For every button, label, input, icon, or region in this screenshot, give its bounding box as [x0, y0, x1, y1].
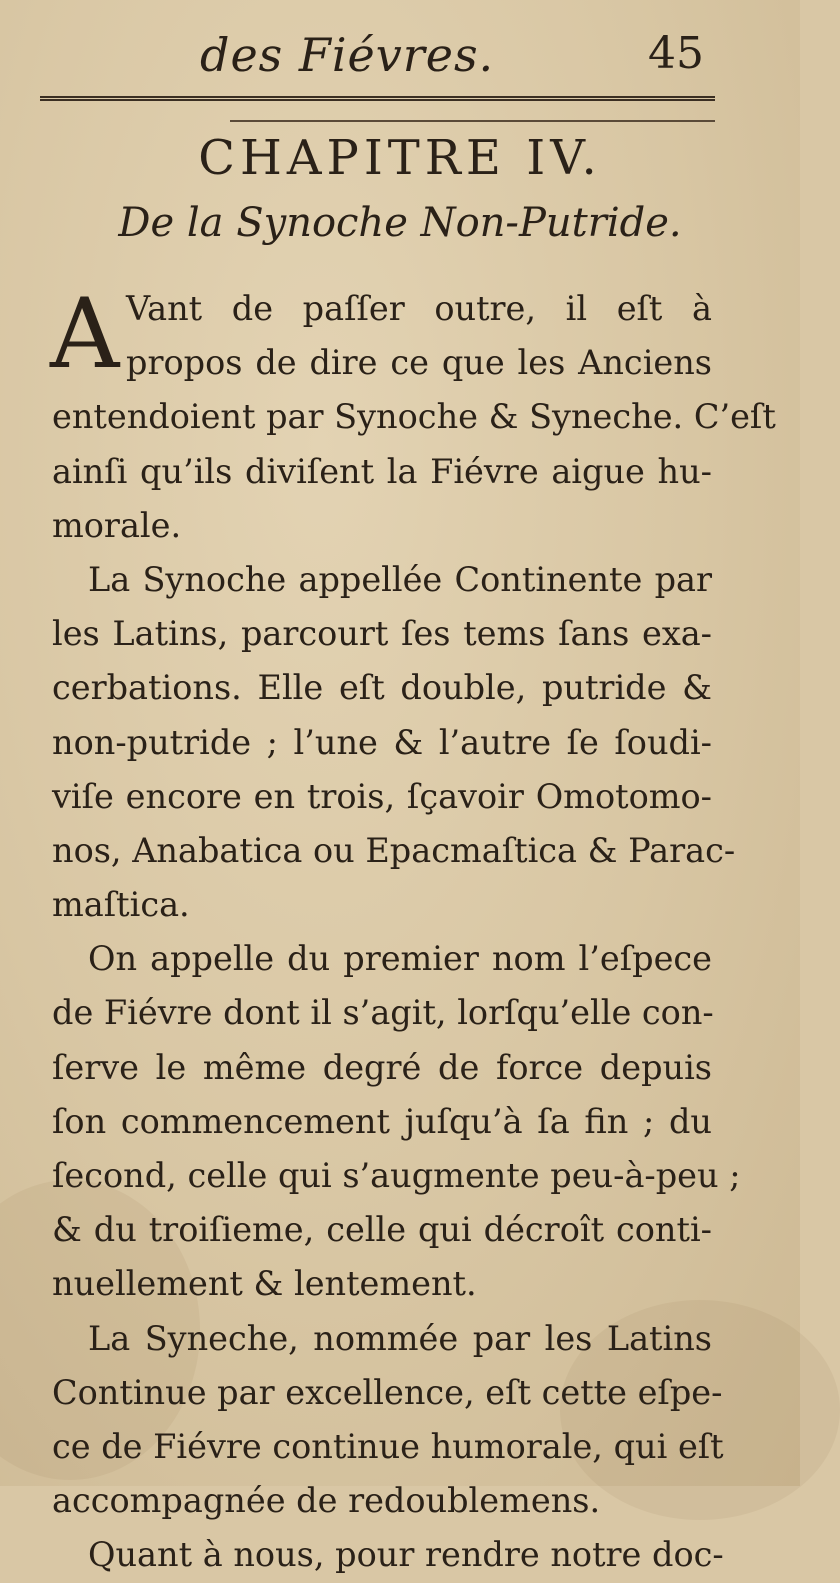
text-line: nuellement & lentement. [52, 1264, 477, 1304]
text-line: ainſi qu’ils diviſent la Fiévre aigue hu- [52, 451, 712, 491]
text-line: Continue par excellence, eſt cette eſpe- [52, 1372, 723, 1412]
body-text [50, 278, 776, 1583]
running-title: des Fiévres. [200, 28, 495, 82]
header-rule [40, 96, 715, 111]
text-line: & du troiſieme, celle qui décroît conti- [52, 1210, 712, 1250]
text-line: entendoient par Synoche & Syneche. C’eſt [52, 397, 776, 437]
text-line: morale. [52, 505, 182, 545]
text-line: On appelle du premier nom l’eſpece [88, 939, 712, 979]
page-number: 45 [648, 28, 704, 79]
text-line: accompagnée de redoublemens. [52, 1481, 601, 1521]
page-header [60, 28, 720, 84]
text-line: maſtica. [52, 885, 190, 925]
text-line: ce de Fiévre continue humorale, qui eſt [52, 1426, 724, 1466]
text-line: La Syneche, nommée par les Latins [88, 1318, 712, 1358]
text-line: Vant de paſſer outre, il eſt à [126, 289, 712, 328]
text-line: ſerve le même degré de force depuis [52, 1047, 712, 1087]
header-rule-thin [230, 120, 715, 122]
text-line: de Fiévre dont il s’agit, lorſqu’elle con- [52, 993, 714, 1033]
text-line: viſe encore en trois, ſçavoir Omotomo- [52, 776, 712, 816]
text-line: propos de dire ce que les Anciens [126, 343, 712, 383]
chapter-title: CHAPITRE IV. [198, 130, 602, 186]
text-line: non-putride ; l’une & l’autre ſe ſoudi- [52, 722, 712, 762]
text-line: cerbations. Elle eſt double, putride & [52, 668, 712, 708]
chapter-subtitle: De la Synoche Non-Putride. [118, 200, 682, 246]
text-line: nos, Anabatica ou Epacmaſtica & Parac- [52, 830, 736, 870]
text-line: ſon commencement juſqu’à ſa fin ; du [52, 1101, 712, 1141]
text-line: ſecond, celle qui s’augmente peu-à-peu ; [52, 1156, 741, 1195]
text-line: La Synoche appellée Continente par [88, 559, 712, 599]
drop-capital: A [50, 278, 120, 390]
text-line: Quant à nous, pour rendre notre doc- [88, 1535, 724, 1575]
text-line: les Latins, parcourt ſes tems ſans exa- [52, 614, 712, 654]
